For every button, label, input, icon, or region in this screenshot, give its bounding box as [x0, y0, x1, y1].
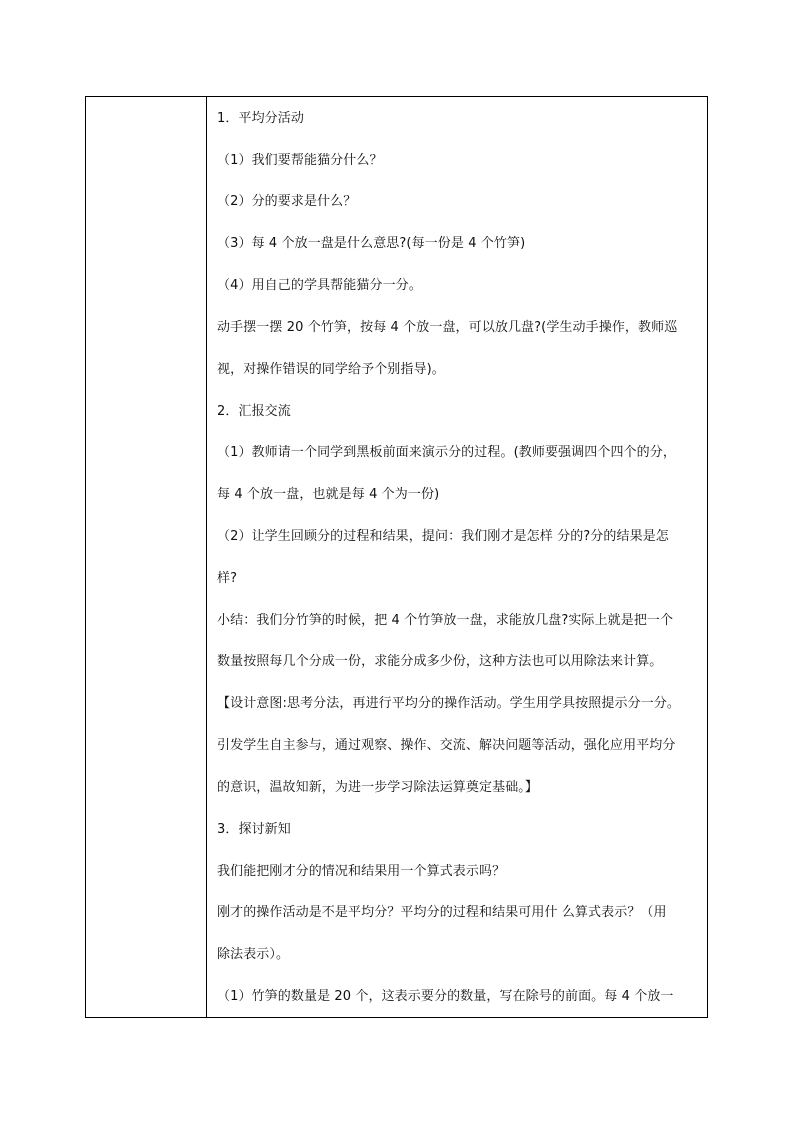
text-line: 样?: [217, 571, 238, 586]
text-line: （2）让学生回顾分的过程和结果，提问：我们刚才是怎样 分的?分的结果是怎: [217, 529, 669, 544]
text-line: 刚才的操作活动是不是平均分？平均分的过程和结果可用什 么算式表示？（用: [217, 905, 667, 920]
text-line: （1）教师请一个同学到黑板前面来演示分的过程。(教师要强调四个四个的分，: [217, 445, 676, 460]
text-line: 2．汇报交流: [217, 404, 291, 419]
text-line: （2）分的要求是什么？: [217, 194, 357, 209]
text-line: 1．平均分活动: [217, 111, 304, 126]
text-line: （1）竹笋的数量是 20 个，这表示要分的数量，写在除号的前面。每 4 个放一: [217, 989, 674, 1004]
table-left-cell: [86, 97, 207, 1017]
text-line: 我们能把刚才分的情况和结果用一个算式表示吗？: [217, 864, 506, 879]
text-line: （1）我们要帮能猫分什么？: [217, 153, 383, 168]
text-line: 数量按照每几个分成一份，求能分成多少份，这种方法也可以用除法来计算。: [217, 654, 663, 669]
text-line: 引发学生自主参与，通过观察、操作、交流、解决问题等活动，强化应用平均分: [217, 738, 676, 753]
text-line: （3）每 4 个放一盘是什么意思?(每一份是 4 个竹笋): [217, 236, 526, 251]
text-line: （4）用自己的学具帮能猫分一分。: [217, 278, 422, 293]
text-line: 除法表示）。: [217, 947, 290, 962]
text-line: 每 4 个放一盘，也就是每 4 个为一份): [217, 487, 440, 502]
text-line: 的意识，温故知新，为进一步学习除法运算奠定基础。】: [217, 780, 539, 795]
text-line: 3．探讨新知: [217, 822, 291, 837]
text-line: 【设计意图:思考分法，再进行平均分的操作活动。学生用学具按照提示分一分。: [217, 696, 680, 711]
table-content-cell: [207, 97, 707, 1017]
text-line: 动手摆一摆 20 个竹笋，按每 4 个放一盘，可以放几盘?(学生动手操作，教师巡: [217, 320, 678, 335]
text-line: 小结：我们分竹笋的时候，把 4 个竹笋放一盘，求能放几盘?实际上就是把一个: [217, 613, 674, 628]
lesson-table: [85, 96, 708, 1018]
text-line: 视，对操作错误的同学给予个别指导)。: [217, 362, 445, 377]
